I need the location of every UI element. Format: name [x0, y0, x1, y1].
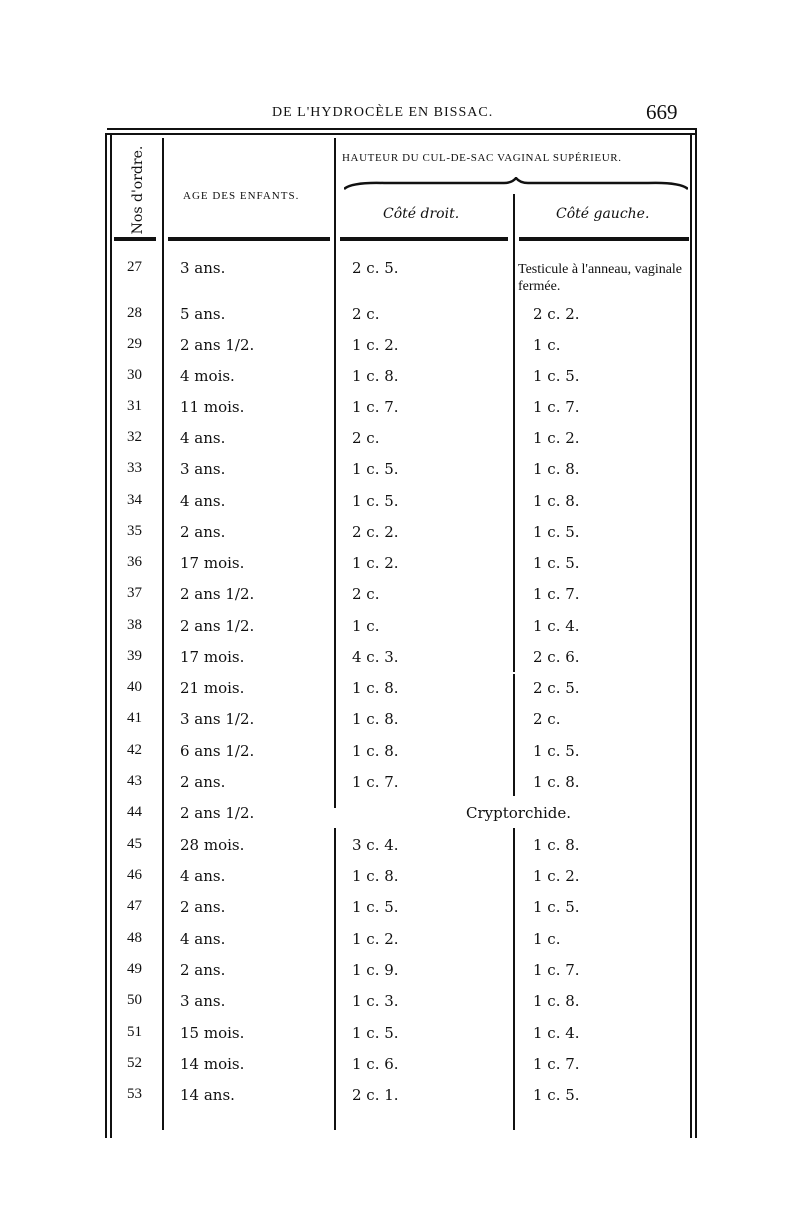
row-age: 15 mois.	[180, 1024, 245, 1042]
column-header-age: AGE DES ENFANTS.	[183, 190, 300, 202]
row-age: 14 mois.	[180, 1055, 245, 1073]
column-header-right-side: Côté droit.	[383, 206, 460, 222]
table-row	[0, 336, 800, 364]
row-age: 21 mois.	[180, 679, 245, 697]
row-left-side: 1 c. 8.	[533, 492, 580, 510]
row-right-side: 1 c. 8.	[352, 710, 399, 728]
row-right-side: 1 c. 2.	[352, 336, 399, 354]
table-top-rule	[107, 128, 695, 130]
table-row	[0, 617, 800, 645]
running-head	[0, 100, 800, 128]
row-age: 17 mois.	[180, 648, 245, 666]
row-left-side: 1 c. 4.	[533, 1024, 580, 1042]
row-number: 47	[127, 898, 142, 914]
table-row	[0, 305, 800, 333]
row-number: 30	[127, 367, 142, 383]
row-44-note: Cryptorchide.	[466, 804, 572, 822]
row-number: 32	[127, 429, 142, 445]
table-row	[0, 773, 800, 801]
table-row	[0, 585, 800, 613]
table-row	[0, 930, 800, 958]
row-number: 41	[127, 710, 142, 726]
row-left-side: 2 c. 5.	[533, 679, 580, 697]
row-right-side: 4 c. 3.	[352, 648, 399, 666]
row-number: 51	[127, 1024, 142, 1040]
page-number: 669	[646, 100, 678, 124]
row-number: 35	[127, 523, 142, 539]
row-number: 27	[127, 259, 142, 275]
row-age: 11 mois.	[180, 398, 245, 416]
row-right-side: 2 c. 1.	[352, 1086, 399, 1104]
row-left-side: 1 c.	[533, 930, 561, 948]
table-row	[0, 898, 800, 926]
row-age: 3 ans.	[180, 259, 226, 277]
row-left-side: 1 c.	[533, 336, 561, 354]
row-right-side: 1 c. 7.	[352, 773, 399, 791]
row-age: 4 ans.	[180, 429, 226, 447]
row-right-side: 2 c.	[352, 429, 380, 447]
table-top-rule-inner	[107, 133, 695, 135]
row-right-side: 1 c. 5.	[352, 898, 399, 916]
row-left-side: 1 c. 4.	[533, 617, 580, 635]
row-right-side: 1 c. 2.	[352, 930, 399, 948]
table-row	[0, 429, 800, 457]
table-row	[0, 367, 800, 395]
row-age: 2 ans 1/2.	[180, 617, 255, 635]
row-right-side: 1 c. 2.	[352, 554, 399, 572]
row-left-side: 1 c. 7.	[533, 585, 580, 603]
row-right-side: 1 c. 5.	[352, 460, 399, 478]
row-age: 4 ans.	[180, 867, 226, 885]
row-right-side: 1 c. 7.	[352, 398, 399, 416]
running-title: DE L'HYDROCÈLE EN BISSAC.	[272, 105, 494, 120]
row-left-side: 1 c. 5.	[533, 898, 580, 916]
row-number: 33	[127, 460, 142, 476]
table-row	[0, 867, 800, 895]
row-age: 3 ans.	[180, 460, 226, 478]
table-row	[0, 679, 800, 707]
row-age: 4 ans.	[180, 492, 226, 510]
row-number: 46	[127, 867, 142, 883]
row-left-side: 1 c. 8.	[533, 992, 580, 1010]
row-age: 2 ans.	[180, 898, 226, 916]
row-age: 28 mois.	[180, 836, 245, 854]
row-left-side: 1 c. 5.	[533, 1086, 580, 1104]
header-rule-order	[114, 237, 156, 241]
row-right-side: 2 c. 5.	[352, 259, 399, 277]
row-number: 52	[127, 1055, 142, 1071]
table-row	[0, 742, 800, 770]
row-left-side: 2 c. 2.	[533, 305, 580, 323]
row-number: 38	[127, 617, 142, 633]
row-age: 6 ans 1/2.	[180, 742, 255, 760]
row-number: 29	[127, 336, 142, 352]
row-number: 34	[127, 492, 142, 508]
row-right-side: 1 c. 5.	[352, 492, 399, 510]
row-left-side: 1 c. 8.	[533, 836, 580, 854]
column-header-left-side: Côté gauche.	[556, 206, 650, 222]
row-age: 2 ans 1/2.	[180, 804, 255, 822]
table-row	[0, 523, 800, 551]
table-row	[0, 992, 800, 1020]
header-rule-left	[519, 237, 689, 241]
row-age: 14 ans.	[180, 1086, 235, 1104]
table-row	[0, 492, 800, 520]
row-left-side: 1 c. 5.	[533, 742, 580, 760]
row-right-side: 1 c.	[352, 617, 380, 635]
row-age: 2 ans.	[180, 523, 226, 541]
table-row	[0, 259, 800, 287]
row-right-side: 1 c. 8.	[352, 367, 399, 385]
table-row	[0, 1055, 800, 1083]
table-row	[0, 554, 800, 582]
row-left-side: 1 c. 5.	[533, 523, 580, 541]
row-number: 48	[127, 930, 142, 946]
row-number: 37	[127, 585, 142, 601]
row-right-side: 1 c. 8.	[352, 679, 399, 697]
row-right-side: 2 c. 2.	[352, 523, 399, 541]
row-right-side: 1 c. 6.	[352, 1055, 399, 1073]
row-age: 3 ans.	[180, 992, 226, 1010]
row-number: 50	[127, 992, 142, 1008]
row-left-side: 1 c. 2.	[533, 429, 580, 447]
header-rule-right	[340, 237, 508, 241]
row-number: 39	[127, 648, 142, 664]
row-left-side: 1 c. 7.	[533, 1055, 580, 1073]
row-left-side: 1 c. 7.	[533, 961, 580, 979]
row-age: 2 ans 1/2.	[180, 336, 255, 354]
row-age: 4 ans.	[180, 930, 226, 948]
row-left-side: 2 c. 6.	[533, 648, 580, 666]
row-left-side: 1 c. 5.	[533, 554, 580, 572]
row-number: 53	[127, 1086, 142, 1102]
row-number: 45	[127, 836, 142, 852]
row-number: 28	[127, 305, 142, 321]
table-row	[0, 710, 800, 738]
row-left-side: 2 c.	[533, 710, 561, 728]
column-header-height: HAUTEUR DU CUL-DE-SAC VAGINAL SUPÉRIEUR.	[342, 152, 622, 164]
row-27-left-note: Testicule à l'anneau, vaginale fermée.	[518, 262, 683, 294]
row-right-side: 1 c. 3.	[352, 992, 399, 1010]
row-age: 2 ans 1/2.	[180, 585, 255, 603]
table-row	[0, 804, 800, 832]
row-right-side: 2 c.	[352, 305, 380, 323]
row-age: 17 mois.	[180, 554, 245, 572]
table-row	[0, 460, 800, 488]
row-right-side: 1 c. 8.	[352, 867, 399, 885]
row-number: 44	[127, 804, 142, 820]
row-number: 40	[127, 679, 142, 695]
row-age: 5 ans.	[180, 305, 226, 323]
row-age: 2 ans.	[180, 961, 226, 979]
row-right-side: 3 c. 4.	[352, 836, 399, 854]
row-left-side: 1 c. 2.	[533, 867, 580, 885]
row-left-side: 1 c. 5.	[533, 367, 580, 385]
table-row	[0, 398, 800, 426]
column-header-order: Nos d'ordre.	[130, 145, 146, 235]
table-row	[0, 961, 800, 989]
table-row	[0, 1086, 800, 1114]
row-age: 4 mois.	[180, 367, 235, 385]
row-left-side: 1 c. 8.	[533, 773, 580, 791]
row-number: 43	[127, 773, 142, 789]
row-left-side: 1 c. 7.	[533, 398, 580, 416]
row-number: 49	[127, 961, 142, 977]
brace-icon	[344, 177, 688, 191]
row-right-side: 1 c. 9.	[352, 961, 399, 979]
table-row	[0, 1024, 800, 1052]
row-right-side: 1 c. 5.	[352, 1024, 399, 1042]
row-age: 2 ans.	[180, 773, 226, 791]
header-rule-age	[168, 237, 330, 241]
row-number: 31	[127, 398, 142, 414]
row-left-side: 1 c. 8.	[533, 460, 580, 478]
table-row	[0, 836, 800, 864]
row-right-side: 2 c.	[352, 585, 380, 603]
row-right-side: 1 c. 8.	[352, 742, 399, 760]
table-row	[0, 648, 800, 676]
row-number: 36	[127, 554, 142, 570]
row-number: 42	[127, 742, 142, 758]
row-age: 3 ans 1/2.	[180, 710, 255, 728]
